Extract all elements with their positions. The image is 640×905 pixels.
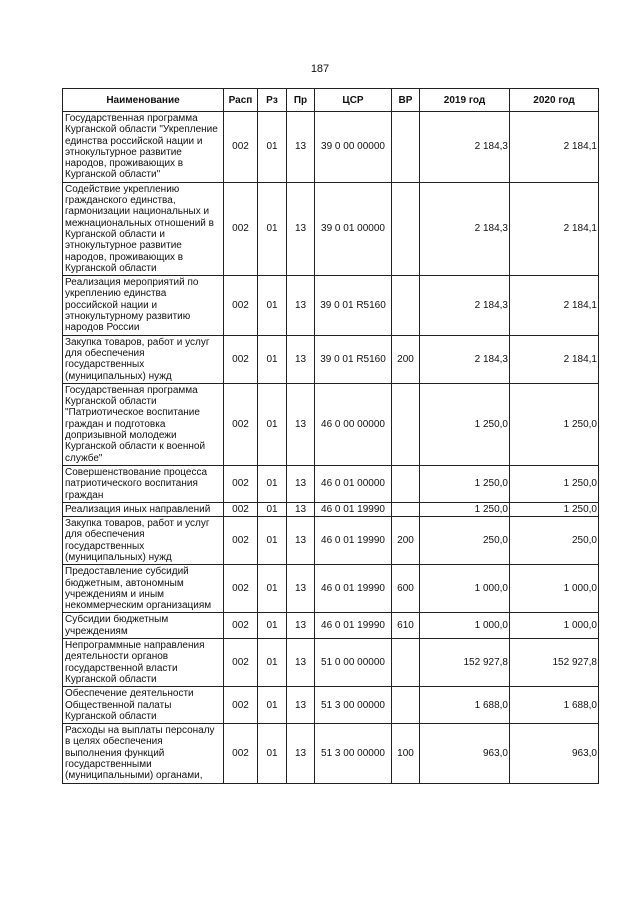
cell-2020: 2 184,1 [510, 112, 599, 183]
cell-rasp: 002 [224, 639, 258, 687]
budget-table [62, 88, 599, 784]
cell-vr [392, 687, 420, 724]
table-row [63, 502, 599, 516]
cell-rasp: 002 [224, 565, 258, 613]
cell-vr: 600 [392, 565, 420, 613]
table-row [63, 465, 599, 502]
cell-csr: 46 0 00 00000 [315, 383, 392, 465]
cell-pr: 13 [287, 517, 315, 565]
cell-csr: 46 0 01 19990 [315, 502, 392, 516]
cell-2020: 2 184,1 [510, 276, 599, 335]
cell-pr: 13 [287, 112, 315, 183]
cell-vr [392, 112, 420, 183]
cell-2020: 1 688,0 [510, 687, 599, 724]
cell-2020: 2 184,1 [510, 335, 599, 383]
header-rz: Рз [258, 89, 287, 112]
cell-csr: 51 3 00 00000 [315, 724, 392, 783]
cell-2019: 1 250,0 [420, 465, 510, 502]
cell-vr: 100 [392, 724, 420, 783]
cell-rz: 01 [258, 687, 287, 724]
cell-2020: 1 250,0 [510, 465, 599, 502]
cell-pr: 13 [287, 276, 315, 335]
cell-2020: 1 000,0 [510, 565, 599, 613]
cell-pr: 13 [287, 383, 315, 465]
header-2019: 2019 год [420, 89, 510, 112]
cell-rasp: 002 [224, 335, 258, 383]
header-vr: ВР [392, 89, 420, 112]
cell-name: Закупка товаров, работ и услуг для обеспечения государственных (муниципальных) нужд [63, 517, 224, 565]
cell-name: Реализация мероприятий по укреплению единства российской нации и этнокультурному развитию народов России [63, 276, 224, 335]
cell-2019: 1 250,0 [420, 502, 510, 516]
table-row [63, 613, 599, 639]
cell-2020: 2 184,1 [510, 182, 599, 275]
table-row [63, 639, 599, 687]
table-row [63, 687, 599, 724]
table-row [63, 182, 599, 275]
cell-rasp: 002 [224, 383, 258, 465]
header-name: Наименование [63, 89, 224, 112]
cell-rz: 01 [258, 112, 287, 183]
cell-csr: 46 0 01 19990 [315, 517, 392, 565]
cell-rasp: 002 [224, 687, 258, 724]
cell-rasp: 002 [224, 517, 258, 565]
cell-name: Закупка товаров, работ и услуг для обеспечения государственных (муниципальных) нужд [63, 335, 224, 383]
cell-pr: 13 [287, 502, 315, 516]
cell-name: Расходы на выплаты персоналу в целях обеспечения выполнения функций государственными (муниципальными) органами, [63, 724, 224, 783]
cell-2020: 1 250,0 [510, 383, 599, 465]
cell-2019: 2 184,3 [420, 276, 510, 335]
table-row [63, 335, 599, 383]
cell-name: Обеспечение деятельности Общественной палаты Курганской области [63, 687, 224, 724]
header-2020: 2020 год [510, 89, 599, 112]
cell-vr [392, 182, 420, 275]
cell-pr: 13 [287, 724, 315, 783]
cell-rasp: 002 [224, 112, 258, 183]
cell-name: Государственная программа Курганской области "Патриотическое воспитание граждан и подготовка допризывной молодежи Курганской области к военной службе" [63, 383, 224, 465]
cell-vr [392, 465, 420, 502]
cell-pr: 13 [287, 465, 315, 502]
cell-2019: 1 000,0 [420, 613, 510, 639]
cell-name: Предоставление субсидий бюджетным, автономным учреждениям и иным некоммерческим организациям [63, 565, 224, 613]
cell-pr: 13 [287, 565, 315, 613]
cell-name: Совершенствование процесса патриотического воспитания граждан [63, 465, 224, 502]
table-row [63, 112, 599, 183]
cell-2019: 963,0 [420, 724, 510, 783]
cell-2019: 2 184,3 [420, 112, 510, 183]
table-row [63, 724, 599, 783]
cell-2019: 152 927,8 [420, 639, 510, 687]
cell-2019: 2 184,3 [420, 335, 510, 383]
table-row [63, 383, 599, 465]
cell-csr: 39 0 01 R5160 [315, 276, 392, 335]
cell-2020: 1 250,0 [510, 502, 599, 516]
cell-csr: 39 0 00 00000 [315, 112, 392, 183]
cell-2019: 1 250,0 [420, 383, 510, 465]
cell-vr: 200 [392, 517, 420, 565]
cell-pr: 13 [287, 687, 315, 724]
cell-rz: 01 [258, 276, 287, 335]
cell-rasp: 002 [224, 465, 258, 502]
cell-rz: 01 [258, 502, 287, 516]
cell-pr: 13 [287, 182, 315, 275]
cell-vr: 610 [392, 613, 420, 639]
header-csr: ЦСР [315, 89, 392, 112]
cell-rasp: 002 [224, 276, 258, 335]
cell-csr: 51 3 00 00000 [315, 687, 392, 724]
cell-rz: 01 [258, 724, 287, 783]
cell-name: Субсидии бюджетным учреждениям [63, 613, 224, 639]
cell-vr [392, 502, 420, 516]
cell-rasp: 002 [224, 724, 258, 783]
table-header-row [63, 89, 599, 112]
table-body [63, 112, 599, 784]
cell-name: Государственная программа Курганской области "Укрепление единства российской нации и этнокультурное развитие народов, проживающих в Курганской области" [63, 112, 224, 183]
cell-rz: 01 [258, 639, 287, 687]
cell-name: Непрограммные направления деятельности органов государственной власти Курганской области [63, 639, 224, 687]
cell-vr: 200 [392, 335, 420, 383]
cell-pr: 13 [287, 613, 315, 639]
table-row [63, 517, 599, 565]
cell-rz: 01 [258, 613, 287, 639]
cell-rasp: 002 [224, 613, 258, 639]
cell-2020: 152 927,8 [510, 639, 599, 687]
cell-2020: 963,0 [510, 724, 599, 783]
cell-csr: 51 0 00 00000 [315, 639, 392, 687]
cell-csr: 46 0 01 19990 [315, 613, 392, 639]
page-number: 187 [310, 63, 330, 75]
cell-vr [392, 639, 420, 687]
cell-2019: 250,0 [420, 517, 510, 565]
cell-rz: 01 [258, 383, 287, 465]
cell-rz: 01 [258, 182, 287, 275]
cell-name: Реализация иных направлений [63, 502, 224, 516]
cell-csr: 46 0 01 00000 [315, 465, 392, 502]
cell-rasp: 002 [224, 502, 258, 516]
table-row [63, 565, 599, 613]
cell-csr: 39 0 01 R5160 [315, 335, 392, 383]
header-rasp: Расп [224, 89, 258, 112]
cell-rz: 01 [258, 565, 287, 613]
header-pr: Пр [287, 89, 315, 112]
cell-2019: 1 688,0 [420, 687, 510, 724]
cell-csr: 46 0 01 19990 [315, 565, 392, 613]
cell-2020: 250,0 [510, 517, 599, 565]
cell-rz: 01 [258, 517, 287, 565]
cell-vr [392, 383, 420, 465]
cell-name: Содействие укреплению гражданского единства, гармонизации национальных и межнациональных отношений в Курганской области и этнокультурное развитие народов, проживающих в Курганской области [63, 182, 224, 275]
cell-rasp: 002 [224, 182, 258, 275]
cell-rz: 01 [258, 335, 287, 383]
cell-csr: 39 0 01 00000 [315, 182, 392, 275]
cell-rz: 01 [258, 465, 287, 502]
cell-vr [392, 276, 420, 335]
table-row [63, 276, 599, 335]
cell-pr: 13 [287, 335, 315, 383]
cell-2019: 2 184,3 [420, 182, 510, 275]
cell-2019: 1 000,0 [420, 565, 510, 613]
cell-pr: 13 [287, 639, 315, 687]
cell-2020: 1 000,0 [510, 613, 599, 639]
